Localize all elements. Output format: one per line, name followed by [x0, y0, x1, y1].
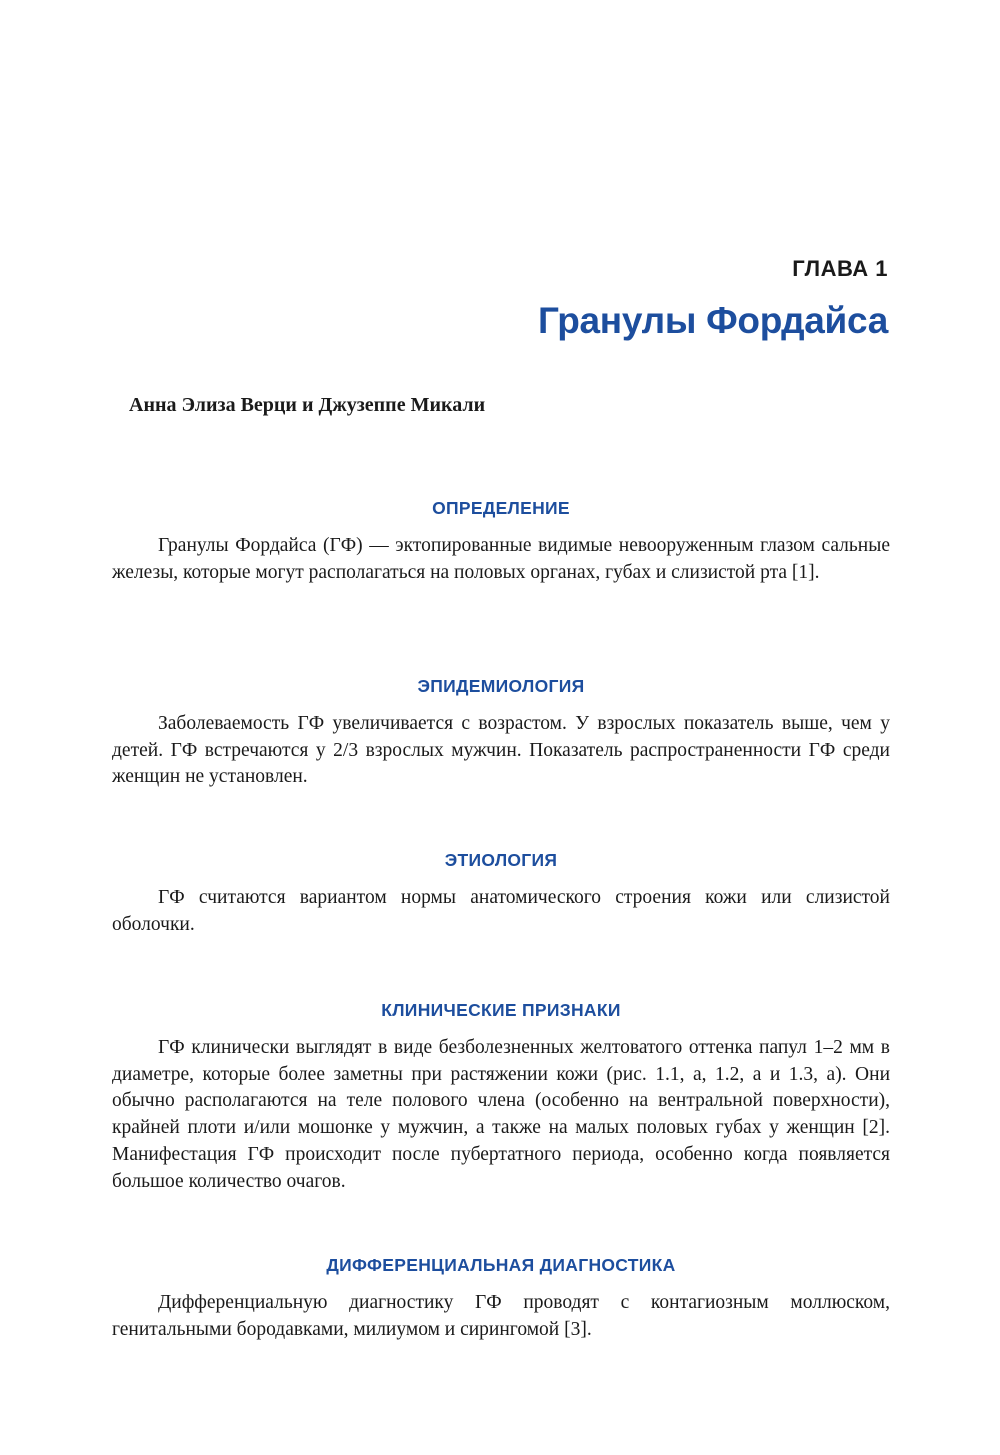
section-clinical-signs [112, 1000, 890, 1195]
section-heading-etiology: ЭТИОЛОГИЯ [444, 850, 558, 870]
section-heading-clinical-signs: КЛИНИЧЕСКИЕ ПРИЗНАКИ [381, 1000, 621, 1020]
chapter-label: ГЛАВА 1 [792, 256, 888, 281]
section-epidemiology [112, 676, 890, 791]
section-heading-epidemiology: ЭПИДЕМИОЛОГИЯ [417, 676, 585, 696]
section-text-clinical-signs: ГФ клинически выглядят в виде безболезненных желтоватого оттенка папул 1–2 мм в диаметре, которые более заметны при растяжении кожи (рис. 1.1, а, 1.2, а и 1.3, а). Они обычно располагаются на теле полового члена (особенно на вентральной поверхности), крайней плоти и/или мошонке у мужчин, а также на малых половых губах у женщин [2]. Манифестация ГФ происходит после пубертатного периода, особенно когда появляется большое количество очагов. [112, 1037, 890, 1192]
chapter-title: Гранулы Фордайса [537, 300, 888, 341]
section-text-epidemiology: Заболеваемость ГФ увеличивается с возрастом. У взрослых показатель выше, чем у детей. ГФ встречаются у 2/3 взрослых мужчин. Показатель распространенности ГФ среди женщин не установлен. [112, 713, 890, 788]
section-heading-definition: ОПРЕДЕЛЕНИЕ [432, 498, 570, 518]
section-definition [112, 498, 890, 586]
authors: Анна Элиза Верци и Джузеппе Микали [129, 394, 486, 416]
section-etiology [112, 850, 890, 938]
section-text-differential-diagnosis: Дифференциальную диагностику ГФ проводят с контагиозным моллюском, генитальными бородавками, милиумом и сирингомой [3]. [112, 1292, 890, 1340]
section-text-etiology: ГФ считаются вариантом нормы анатомического строения кожи или слизистой оболочки. [112, 887, 890, 935]
section-differential-diagnosis [112, 1255, 890, 1343]
section-text-definition: Гранулы Фордайса (ГФ) — эктопированные видимые невооруженным глазом сальные железы, которые могут располагаться на половых органах, губах и слизистой рта [1]. [112, 535, 890, 583]
section-heading-differential-diagnosis: ДИФФЕРЕНЦИАЛЬНАЯ ДИАГНОСТИКА [326, 1255, 676, 1275]
